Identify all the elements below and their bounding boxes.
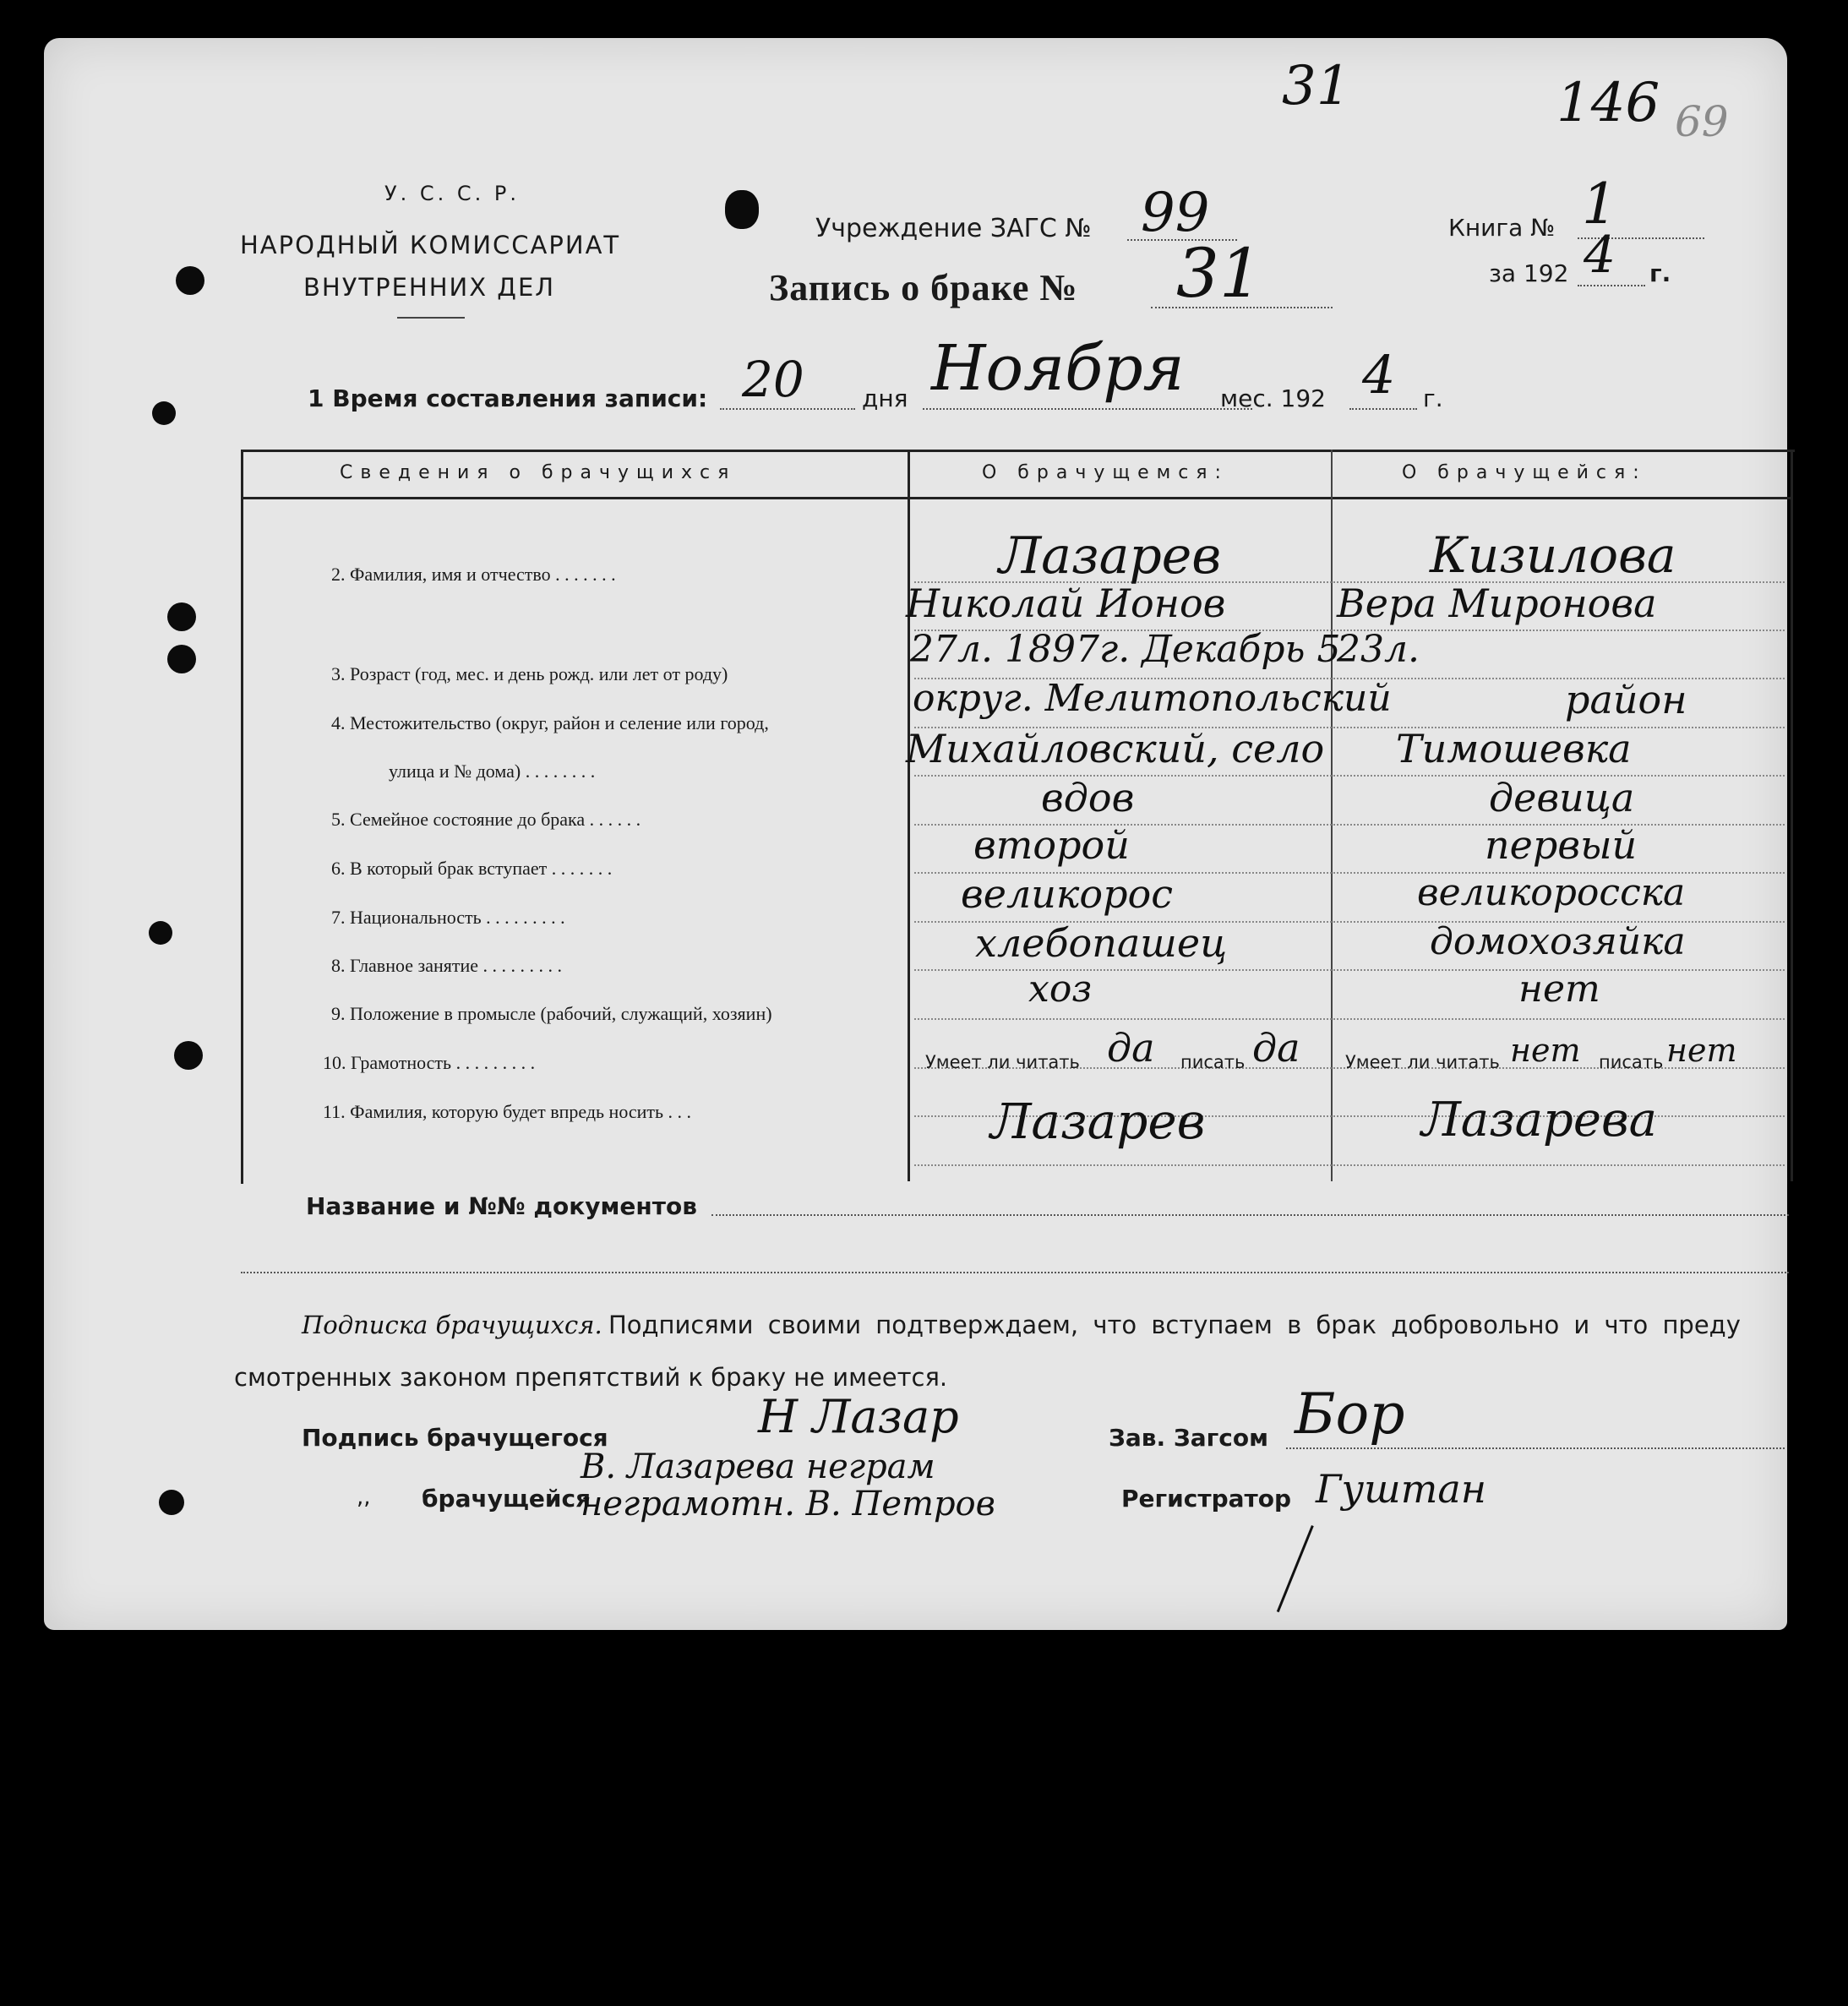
record-day-label: дня [862,384,908,412]
row-label-residence: 4. Местожительство (округ, район и селение или город, [331,712,769,733]
registrar-flourish [1277,1525,1314,1612]
archive-number-faded: 69 [1675,97,1729,146]
record-year-suffix: г. [1423,384,1443,412]
groom-signature-label: Подпись брачущегося [302,1424,608,1452]
registrar-label: Регистратор [1121,1485,1292,1513]
table-right-edge [1791,450,1793,1181]
declaration-line-2: смотренных законом препятствий к браку не имеется. [234,1363,948,1392]
groom-read-value: да [1107,1025,1155,1071]
groom-write-value: да [1252,1025,1300,1071]
row-label-position: 9. Положение в промысле (рабочий, служащий, хозяин) [331,1003,772,1024]
groom-given-names: Николай Ионов [906,581,1226,626]
bride-write-label: писать [1599,1052,1664,1072]
year-suffix: г. [1649,259,1671,287]
table-col-divider-1 [908,450,910,1181]
bride-residence-2: Тимошевка [1396,726,1632,771]
record-day-dotline [720,408,855,410]
ministry-line-3: ВНУТРЕННИХ ДЕЛ [303,273,556,302]
bride-position: нет [1518,968,1600,1011]
bride-write-value: нет [1666,1032,1737,1069]
row-label-marital: 5. Семейное состояние до брака . . . . . . [331,809,641,830]
groom-marital-status: вдов [1041,775,1135,820]
groom-signature: Н Лазар [758,1390,959,1443]
declaration-text-1: Подписями своими подтверждаем, что вступаем в брак добровольно и что преду [608,1311,1741,1339]
bride-residence-1: район [1565,677,1687,722]
col-header-bride: О брачущейся: [1402,462,1647,483]
groom-position: хоз [1028,968,1093,1011]
institution-label: Учреждение ЗАГС № [815,214,1092,243]
declaration-line-1 [302,1311,1741,1340]
record-time-label: 1 Время составления записи: [308,384,708,412]
groom-nationality: великорос [961,871,1173,917]
groom-write-label: писать [1180,1052,1246,1072]
bride-read-value: нет [1510,1032,1581,1069]
declaration-lead: Подписка брачущихся. [302,1311,602,1339]
bride-future-surname: Лазарева [1421,1093,1658,1147]
punch-hole [167,602,196,631]
row-label-name: 2. Фамилия, имя и отчество . . . . . . . [331,564,616,585]
ministry-divider [397,317,465,319]
record-year-value: 4 [1362,344,1396,406]
bride-signature-line-1: В. Лазарева неграм [581,1447,935,1486]
row-label-marriage-number: 6. В который брак вступает . . . . . . . [331,858,613,879]
page-title-value: 31 [1176,234,1262,313]
groom-residence-1: округ. Мелитопольский [913,677,1392,720]
punch-hole [174,1041,203,1070]
documents-dotline-1 [711,1214,1789,1216]
row-label-age: 3. Розраст (год, мес. и день рожд. или лет от роду) [331,663,728,684]
bride-signature-line-2: неграмотн. В. Петров [581,1485,995,1524]
bride-read-label: Умеет ли читать [1345,1052,1500,1072]
record-month-label: мес. 192 [1220,384,1326,412]
bride-given-names: Вера Миронова [1337,581,1657,626]
registrar-signature: Гуштан [1316,1466,1487,1512]
groom-occupation: хлебопашец [975,920,1228,966]
row-label-literacy: 10. Грамотность . . . . . . . . . [323,1052,536,1073]
ministry-line-1: У. С. С. Р. [384,182,521,205]
bride-ditto-mark: ,, [357,1485,371,1510]
year-value: 4 [1584,226,1616,285]
head-label: Зав. Загсом [1109,1424,1269,1452]
page-title-label: Запись о браке № [769,267,1078,308]
groom-residence-2: Михайловский, село [906,726,1325,771]
punch-hole [152,401,176,425]
marriage-record-sheet [44,38,1787,1630]
col-header-info: Сведения о брачущихся [340,462,737,483]
record-month-value: Ноября [931,332,1185,405]
ministry-line-2: НАРОДНЫЙ КОМИССАРИАТ [240,231,621,259]
punch-hole [176,266,204,295]
punch-hole [149,921,172,945]
head-signature: Бор [1295,1382,1405,1447]
head-dotline [1286,1447,1785,1449]
punch-hole [159,1490,184,1515]
punch-hole [167,645,196,673]
institution-value: 99 [1141,182,1210,244]
documents-label: Название и №№ документов [306,1192,697,1220]
bride-marital-status: девица [1489,775,1635,820]
col-header-groom: О брачущемся: [982,462,1229,483]
record-day-value: 20 [742,351,804,408]
documents-dotline-2 [241,1272,1789,1273]
bride-marriage-number: первый [1485,822,1638,868]
row-label-future-surname: 11. Фамилия, которую будет впредь носить . . . [323,1101,692,1122]
row-label-occupation: 8. Главное занятие . . . . . . . . . [331,955,563,976]
bride-nationality: великоросска [1417,871,1686,914]
groom-surname: Лазарев [999,526,1222,586]
year-label: за 192 [1489,259,1569,287]
bride-occupation: домохозяйка [1430,920,1686,963]
book-value: 1 [1582,172,1617,237]
groom-age: 27л. 1897г. Декабрь 5 [910,628,1341,671]
row-label-nationality: 7. Национальность . . . . . . . . . [331,907,565,928]
archive-number-right: 146 [1556,72,1660,134]
bride-surname: Кизилова [1430,526,1676,584]
groom-marriage-number: второй [973,822,1130,868]
bride-age: 23л. [1337,628,1420,671]
archive-number-center: 31 [1282,55,1351,117]
groom-read-label: Умеет ли читать [925,1052,1080,1072]
book-label: Книга № [1448,214,1556,242]
groom-future-surname: Лазарев [990,1093,1206,1150]
bride-signature-label: брачущейся [422,1485,591,1513]
row-label-residence-cont: улица и № дома) . . . . . . . . [389,760,596,782]
ink-blot [725,190,759,229]
